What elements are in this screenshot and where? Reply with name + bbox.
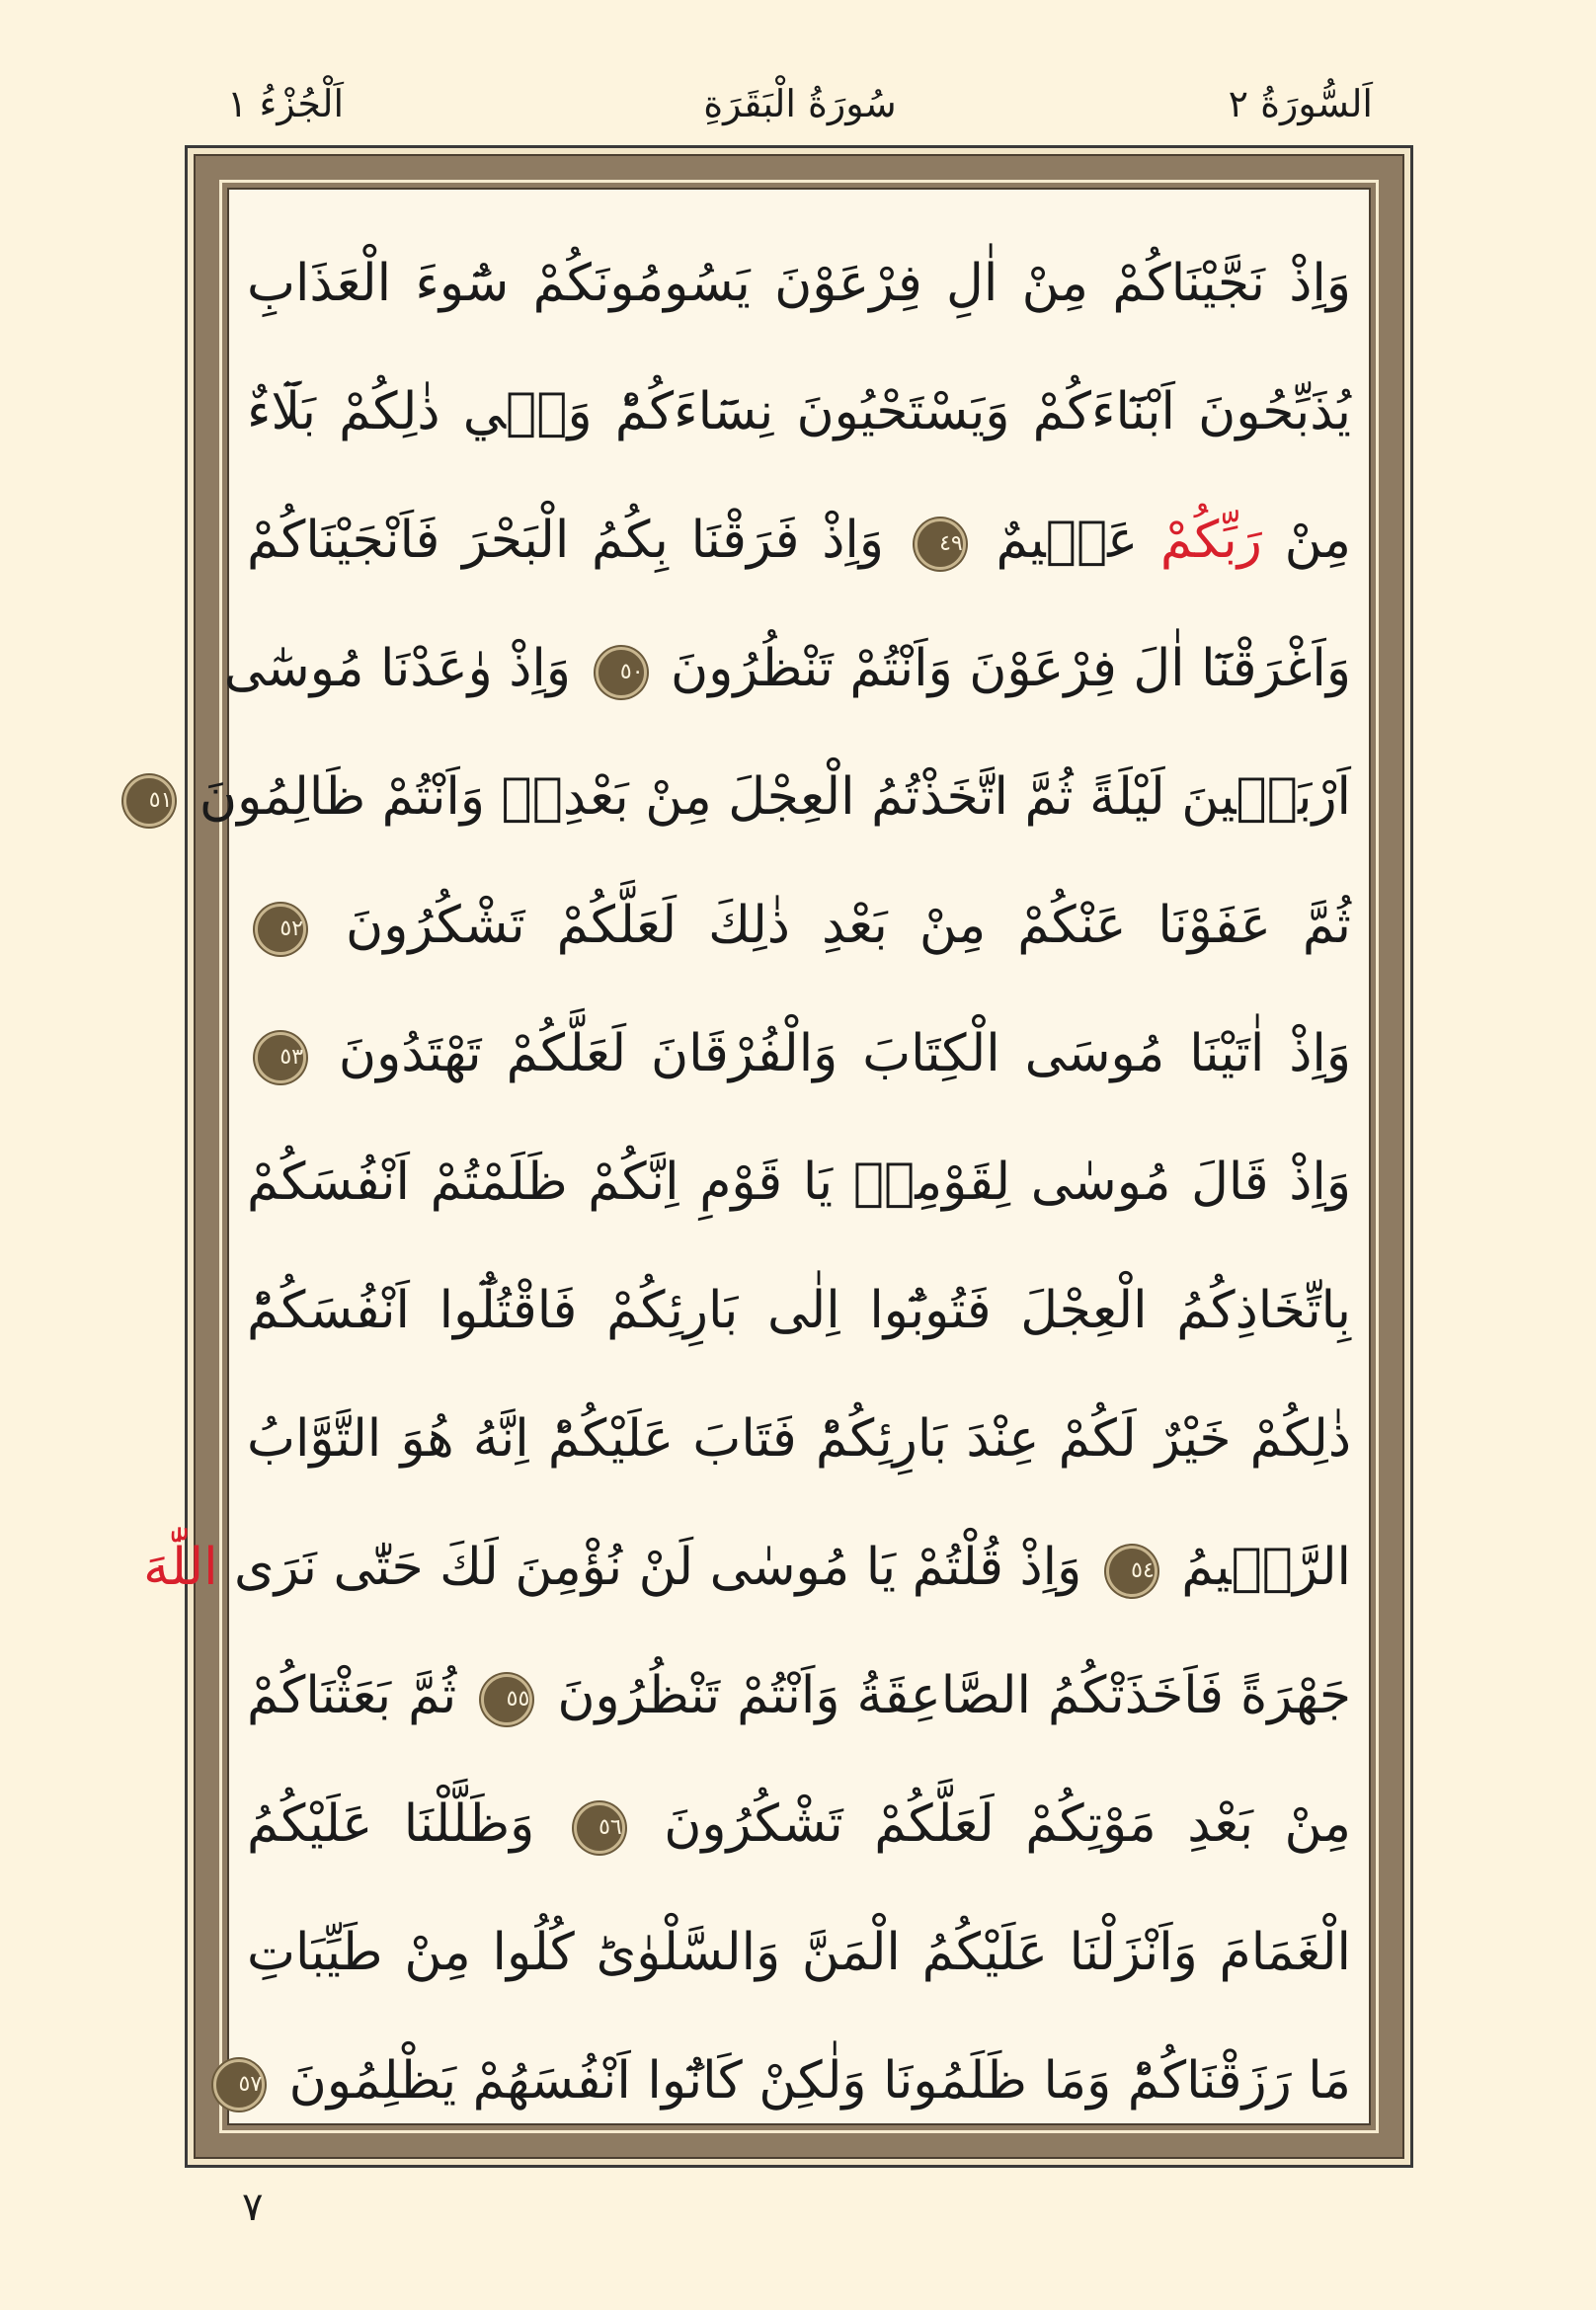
verse-text: ذٰلِكُمْ خَيْرٌ لَكُمْ عِنْدَ بَارِئِكُمْؕ فَتَابَ عَلَيْكُمْؕ اِنَّهُ هُوَ التَّوَّابُ (247, 1409, 1351, 1469)
verse-text: ثُمَّ بَعَثْنَاكُمْ (247, 1666, 474, 1725)
verse-text: وَاِذْ اٰتَيْنَا مُوسَى الْكِتَابَ وَالْفُرْقَانَ لَعَلَّكُمْ تَهْتَدُونَ (314, 1024, 1351, 1083)
quran-text-block (143, 219, 1352, 2145)
text-line (247, 1246, 1351, 1375)
verse-text: بِاتِّخَاذِكُمُ الْعِجْلَ فَتُوبُٓوا اِلٰى بَارِئِكُمْ فَاقْتُلُٓوا اَنْفُسَكُمْؕ (247, 1281, 1351, 1340)
text-line (247, 861, 1351, 990)
surah-number-label: اَلسُّورَةُ ٢ (1228, 82, 1373, 125)
page-header (227, 69, 1373, 138)
text-line (247, 219, 1351, 348)
verse-text: جَهْرَةً فَاَخَذَتْكُمُ الصَّاعِقَةُ وَاَنْتُمْ تَنْظُرُونَ (540, 1666, 1351, 1725)
verse-text: وَاِذْ وٰعَدْنَا مُوسٰٓى (223, 639, 588, 698)
text-line (148, 733, 1351, 861)
text-line (247, 990, 1351, 1118)
text-line (143, 1503, 1351, 1632)
text-line (223, 604, 1351, 733)
ayah-number-marker: ٥٦ (574, 1802, 625, 1854)
page-number: ٧ (242, 2185, 264, 2230)
verse-text: ثُمَّ عَفَوْنَا عَنْكُمْ مِنْ بَعْدِ ذٰلِكَ لَعَلَّكُمْ تَشْكُرُونَ (314, 896, 1351, 955)
ayah-number-marker: ٥١ (123, 775, 175, 827)
verse-text: عَظٖيمٌ (973, 511, 1160, 570)
ayah-number-marker: ٥٥ (481, 1674, 532, 1725)
ayah-number-marker: ٥٢ (255, 904, 306, 955)
surah-name-title: سُورَةُ الْبَقَرَةِ (703, 82, 897, 125)
ayah-number-marker: ٥٤ (1106, 1546, 1157, 1597)
text-line (247, 1888, 1351, 2017)
verse-text: مِنْ (1261, 511, 1352, 570)
verse-text: وَاِذْ نَجَّيْنَاكُمْ مِنْ اٰلِ فِرْعَوْنَ يَسُومُونَكُمْ سُٓوءَ الْعَذَابِ (247, 254, 1351, 313)
text-line (247, 1760, 1351, 1888)
verse-text: يُذَبِّحُونَ اَبْنَٓاءَكُمْ وَيَسْتَحْيُونَ نِسَٓاءَكُمْؕ وَفٖي ذٰلِكُمْ بَلَٓاءٌ (247, 382, 1351, 441)
verse-text: وَاِذْ قُلْتُمْ يَا مُوسٰى لَنْ نُؤْمِنَ لَكَ حَتّٰى نَرَى (217, 1538, 1098, 1597)
verse-text: اَرْبَعٖينَ لَيْلَةً ثُمَّ اتَّخَذْتُمُ الْعِجْلَ مِنْ بَعْدِهٖ وَاَنْتُمْ ظَالِمُونَ (183, 767, 1351, 827)
text-line (247, 348, 1351, 476)
text-line (247, 1375, 1351, 1503)
verse-text: وَاِذْ قَالَ مُوسٰى لِقَوْمِهٖ يَا قَوْمِ اِنَّكُمْ ظَلَمْتُمْ اَنْفُسَكُمْ (247, 1153, 1351, 1212)
verse-text: وَاَغْرَقْنَٓا اٰلَ فِرْعَوْنَ وَاَنْتُمْ تَنْظُرُونَ (654, 639, 1351, 698)
ayah-number-marker: ٥٣ (255, 1032, 306, 1083)
juz-label: اَلْجُزْءُ ١ (227, 82, 345, 125)
verse-text: وَظَلَّلْنَا عَلَيْكُمُ (247, 1794, 566, 1854)
verse-text: مَا رَزَقْنَاكُمْؕ وَمَا ظَلَمُونَا وَلٰكِنْ كَانُٓوا اَنْفُسَهُمْ يَظْلِمُونَ (273, 2051, 1351, 2111)
divine-name-text: رَبِّكُمْ (1159, 511, 1262, 570)
verse-text: الرَّحٖيمُ (1164, 1538, 1351, 1597)
ayah-number-marker: ٥٧ (213, 2059, 265, 2111)
text-line (247, 476, 1351, 604)
ayah-number-marker: ٤٩ (915, 518, 966, 570)
divine-name-text: اللّٰهَ (143, 1538, 218, 1597)
verse-text: الْغَمَامَ وَاَنْزَلْنَا عَلَيْكُمُ الْمَنَّ وَالسَّلْوٰىؕ كُلُوا مِنْ طَيِّبَاتِ (247, 1923, 1351, 1982)
text-line (247, 1632, 1351, 1760)
verse-text: مِنْ بَعْدِ مَوْتِكُمْ لَعَلَّكُمْ تَشْكُرُونَ (632, 1794, 1351, 1854)
verse-text: وَاِذْ فَرَقْنَا بِكُمُ الْبَحْرَ فَاَنْجَيْنَاكُمْ (247, 511, 907, 570)
text-line (247, 1118, 1351, 1246)
ayah-number-marker: ٥٠ (596, 647, 647, 698)
text-line (238, 2017, 1351, 2145)
